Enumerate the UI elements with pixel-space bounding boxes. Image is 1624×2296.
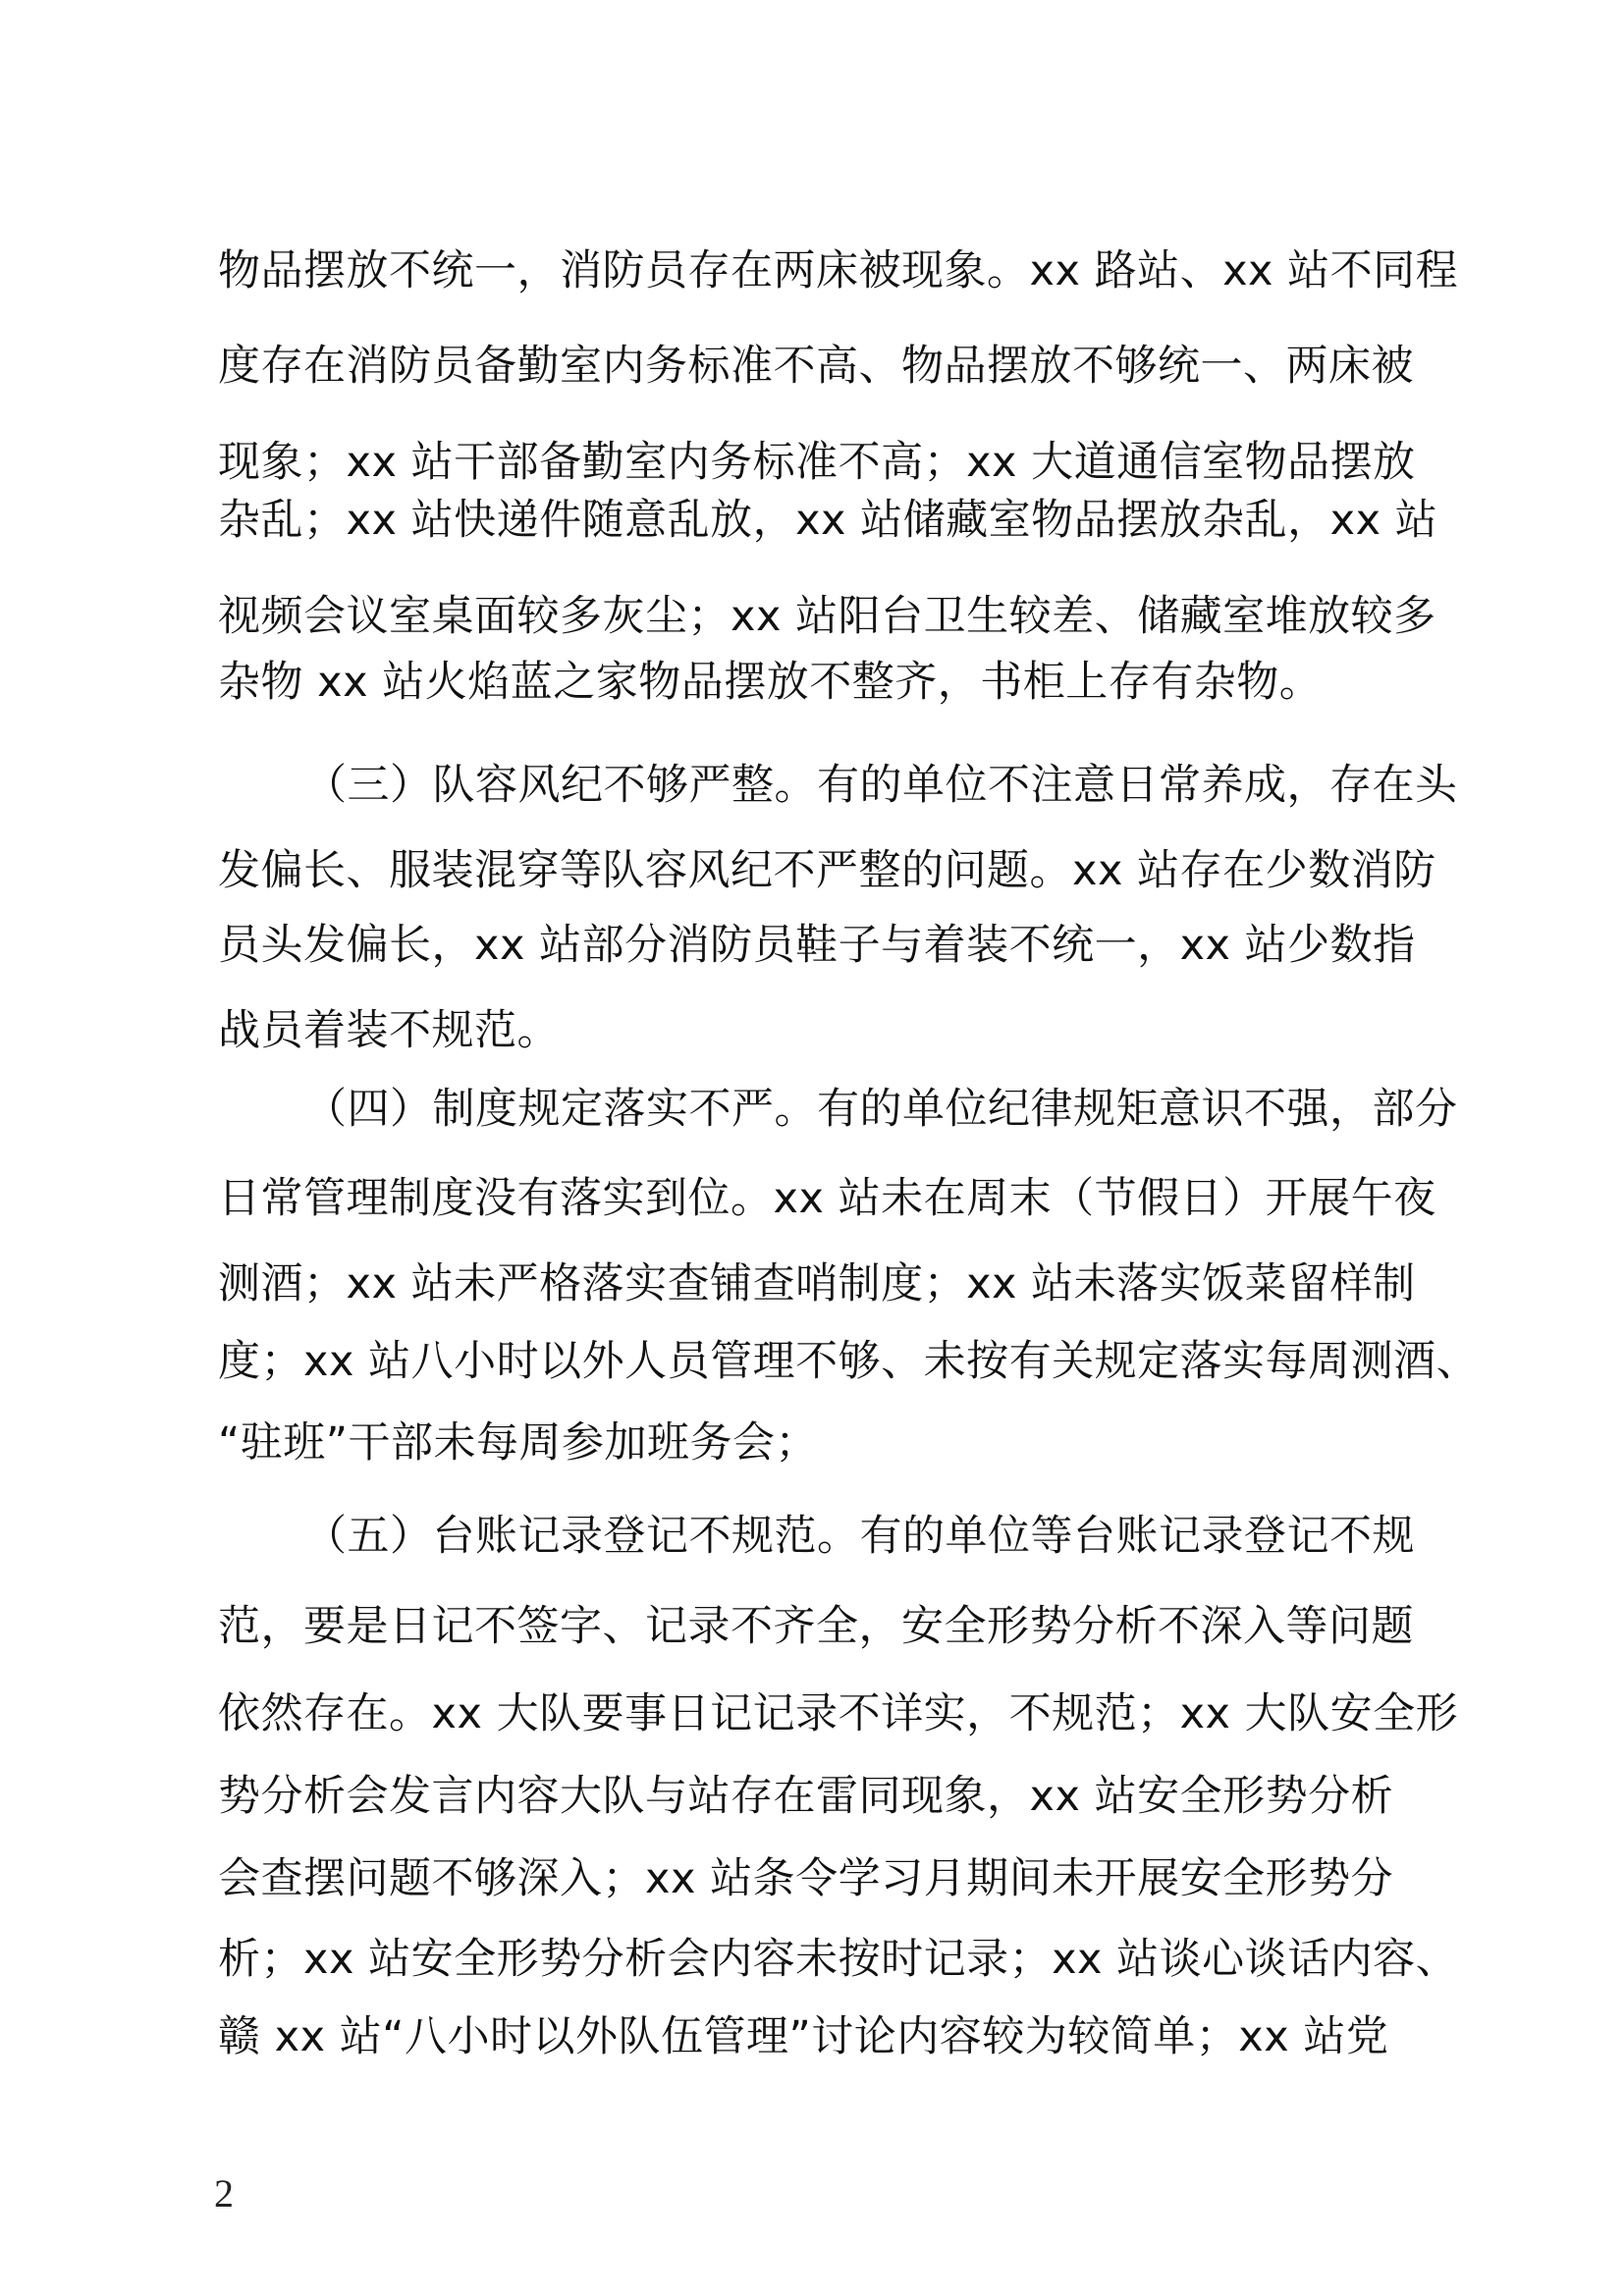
section-heading-five: （五）台账记录登记不规范。有的单位等台账记录登记不规 <box>304 1512 1415 1561</box>
text-line: 会查摆问题不够深入；xx 站条令学习月期间未开展安全形势分 <box>218 1854 1394 1903</box>
text-line: 物品摆放不统一，消防员存在两床被现象。xx 路站、xx 站不同程 <box>218 246 1459 295</box>
text-line: 日常管理制度没有落实到位。xx 站未在周末（节假日）开展午夜 <box>218 1174 1436 1223</box>
text-line: 势分析会发言内容大队与站存在雷同现象，xx 站安全形势分析 <box>218 1772 1394 1821</box>
text-line: 测酒；xx 站未严格落实查铺查哨制度；xx 站未落实饭菜留样制 <box>218 1259 1416 1308</box>
text-line: 现象；xx 站干部备勤室内务标准不高；xx 大道通信室物品摆放 <box>218 438 1416 487</box>
text-line: 析；xx 站安全形势分析会内容未按时记录；xx 站谈心谈话内容、 <box>218 1935 1459 1984</box>
text-line: 依然存在。xx 大队要事日记记录不详实，不规范；xx 大队安全形 <box>218 1689 1459 1738</box>
text-line: “驻班”干部未每周参加班务会； <box>218 1418 819 1468</box>
text-line: 赣 xx 站“八小时以外队伍管理”讨论内容较为较简单；xx 站党 <box>218 2012 1389 2061</box>
section-heading-three: （三）队容风纪不够严整。有的单位不注意日常养成，存在头 <box>304 761 1458 810</box>
text-line: 员头发偏长，xx 站部分消防员鞋子与着装不统一，xx 站少数指 <box>218 921 1416 970</box>
text-line: 度；xx 站八小时以外人员管理不够、未按有关规定落实每周测酒、 <box>218 1337 1480 1386</box>
text-line: 杂物 xx 站火焰蓝之家物品摆放不整齐，书柜上存有杂物。 <box>218 658 1323 707</box>
page-number: 2 <box>214 2171 234 2216</box>
section-heading-four: （四）制度规定落实不严。有的单位纪律规矩意识不强，部分 <box>304 1085 1458 1134</box>
text-line: 战员着装不规范。 <box>218 1006 560 1055</box>
text-line: 范，要是日记不签字、记录不齐全，安全形势分析不深入等问题 <box>218 1602 1414 1651</box>
text-line: 杂乱；xx 站快递件随意乱放，xx 站储藏室物品摆放杂乱，xx 站 <box>218 496 1438 545</box>
text-line: 视频会议室桌面较多灰尘；xx 站阳台卫生较差、储藏室堆放较多 <box>218 592 1436 641</box>
text-line: 度存在消防员备勤室内务标准不高、物品摆放不够统一、两床被 <box>218 342 1414 391</box>
text-line: 发偏长、服装混穿等队容风纪不严整的问题。xx 站存在少数消防 <box>218 846 1436 895</box>
